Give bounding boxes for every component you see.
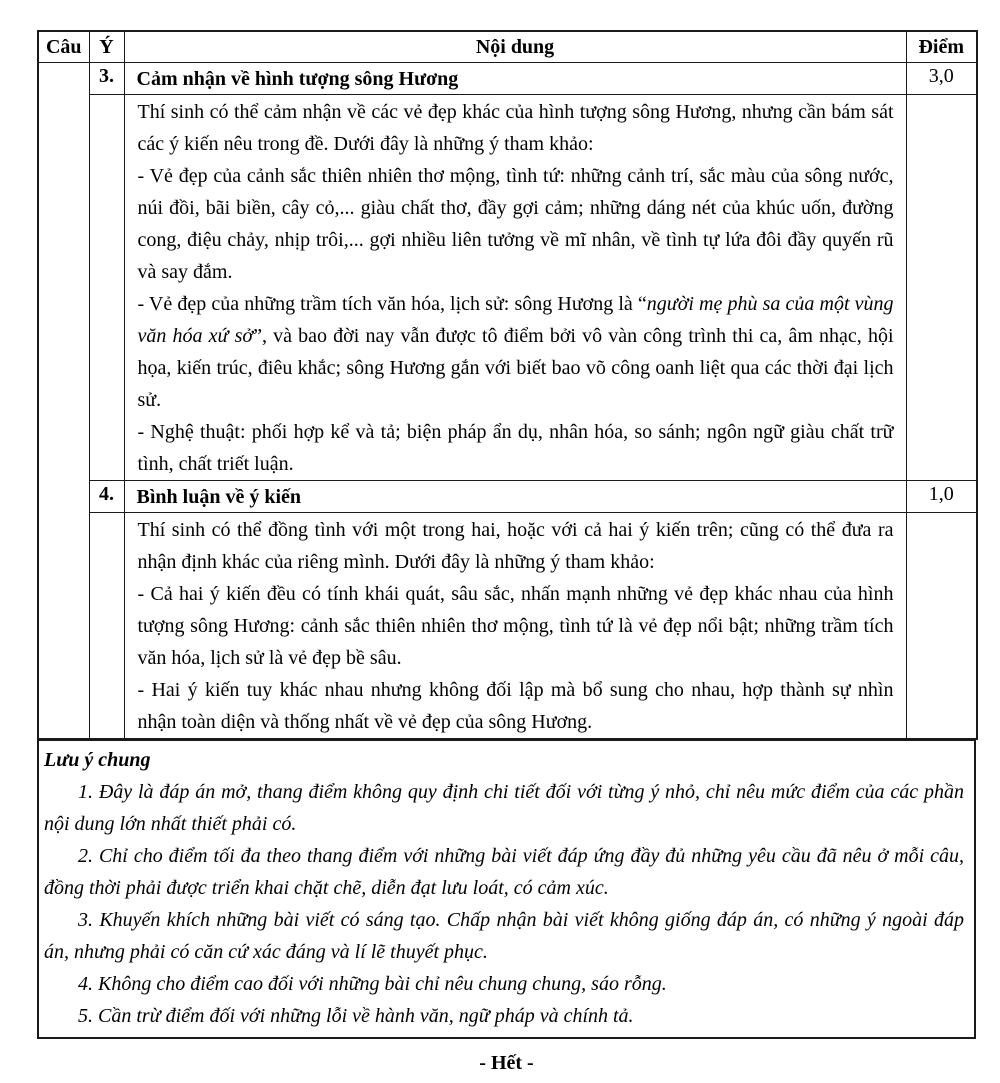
section3-point2-paragraph [138,288,894,416]
point2-quoted-phrase: người mẹ phù sa của một vùng văn hóa xứ sở [137,293,894,347]
end-of-document-label: - Hết - [479,1052,534,1074]
section4-point2-paragraph: - Hai ý kiến tuy khác nhau nhưng không đối lập mà bổ sung cho nhau, hợp thành sự nhìn nhận toàn diện và thống nhất về vẻ đẹp của sông Hương. [137,679,894,733]
note-item-2: 2. Chỉ cho điểm tối đa theo thang điểm với những bài viết đáp ứng đầy đủ những yêu cầu đã nêu ở mỗi câu, đồng thời phải được triển khai chặt chẽ, diễn đạt lưu loát, có cảm xúc. [44,845,964,899]
section4-title: Bình luận về ý kiến [124,481,906,513]
section4-score: 1,0 [906,481,977,513]
column-header-diem: Điểm [906,31,977,63]
column-header-cau: Câu [38,31,89,63]
answer-key-document [37,30,976,1075]
point2-lead-text: - Vẻ đẹp của những trầm tích văn hóa, lịch sử: sông Hương là “ [137,293,647,315]
note-item-5: 5. Cần trừ điểm đối với những lỗi về hành văn, ngữ pháp và chính tả. [78,1005,634,1027]
section3-score-empty-cell [906,95,977,481]
section4-point1-paragraph: - Cả hai ý kiến đều có tính khái quát, sâu sắc, nhấn mạnh những vẻ đẹp khác nhau của hình tượng sông Hương: cảnh sắc thiên nhiên thơ mộng, tình tứ là vẻ đẹp nổi bật; những trầm tích văn hóa, lịch sử là vẻ đẹp bề sâu. [137,583,894,669]
section3-intro-paragraph: Thí sinh có thể cảm nhận về các vẻ đẹp khác của hình tượng sông Hương, nhưng cần bám sát các ý kiến nêu trong đề. Dưới đây là những ý tham khảo: [137,101,894,155]
grading-rubric-table [37,30,978,740]
section4-y-empty-cell [89,513,124,740]
cau-spanning-cell [38,63,89,740]
section3-score: 3,0 [906,63,977,95]
note-item-3: 3. Khuyến khích những bài viết có sáng tạo. Chấp nhận bài viết không giống đáp án, có những ý ngoài đáp án, nhưng phải có căn cứ xác đáng và lí lẽ thuyết phục. [44,909,964,963]
section4-title-row [38,481,977,513]
column-header-y: Ý [89,31,124,63]
section3-point3-paragraph: - Nghệ thuật: phối hợp kể và tả; biện pháp ẩn dụ, nhân hóa, so sánh; ngôn ngữ giàu chất trữ tình, chất triết luận. [137,421,894,475]
section4-intro-paragraph: Thí sinh có thể đồng tình với một trong hai, hoặc với cả hai ý kiến trên; cũng có thể đưa ra nhận định khác của riêng mình. Dưới đây là những ý tham khảo: [137,519,894,573]
point2-trailing-text: ”, và bao đời nay vẫn được tô điểm bởi vô vàn công trình thi ca, âm nhạc, hội họa, kiến trúc, điêu khắc; sông Hương gắn với biết bao võ công oanh liệt qua các thời đại lịch sử. [137,325,894,411]
section3-content-cell [124,95,906,481]
general-notes-title: Lưu ý chung [44,749,151,771]
section3-number: 3. [89,63,124,95]
section3-title: Cảm nhận về hình tượng sông Hương [124,63,906,95]
general-notes-box [37,739,976,1039]
section4-number: 4. [89,481,124,513]
section4-score-empty-cell [906,513,977,740]
note-item-1: 1. Đây là đáp án mở, thang điểm không quy định chi tiết đối với từng ý nhỏ, chỉ nêu mức điểm của các phần nội dung lớn nhất thiết phải có. [44,781,964,835]
column-header-noi-dung: Nội dung [124,31,906,63]
table-header-row [38,31,977,63]
section3-y-empty-cell [89,95,124,481]
section3-title-row [38,63,977,95]
section4-content-row [38,513,977,740]
note-item-4: 4. Không cho điểm cao đối với những bài chỉ nêu chung chung, sáo rỗng. [78,973,667,995]
section4-content-cell [124,513,906,740]
section3-content-row [38,95,977,481]
section3-point1-paragraph: - Vẻ đẹp của cảnh sắc thiên nhiên thơ mộng, tình tứ: những cảnh trí, sắc màu của sông nước, núi đồi, bãi biền, cây cỏ,... giàu chất thơ, đầy gợi cảm; những dáng nét của khúc uốn, đường cong, điệu chảy, nhịp trôi,... gợi nhiều liên tưởng về mĩ nhân, về tình tự lứa đôi đầy quyến rũ và say đắm. [137,165,894,283]
